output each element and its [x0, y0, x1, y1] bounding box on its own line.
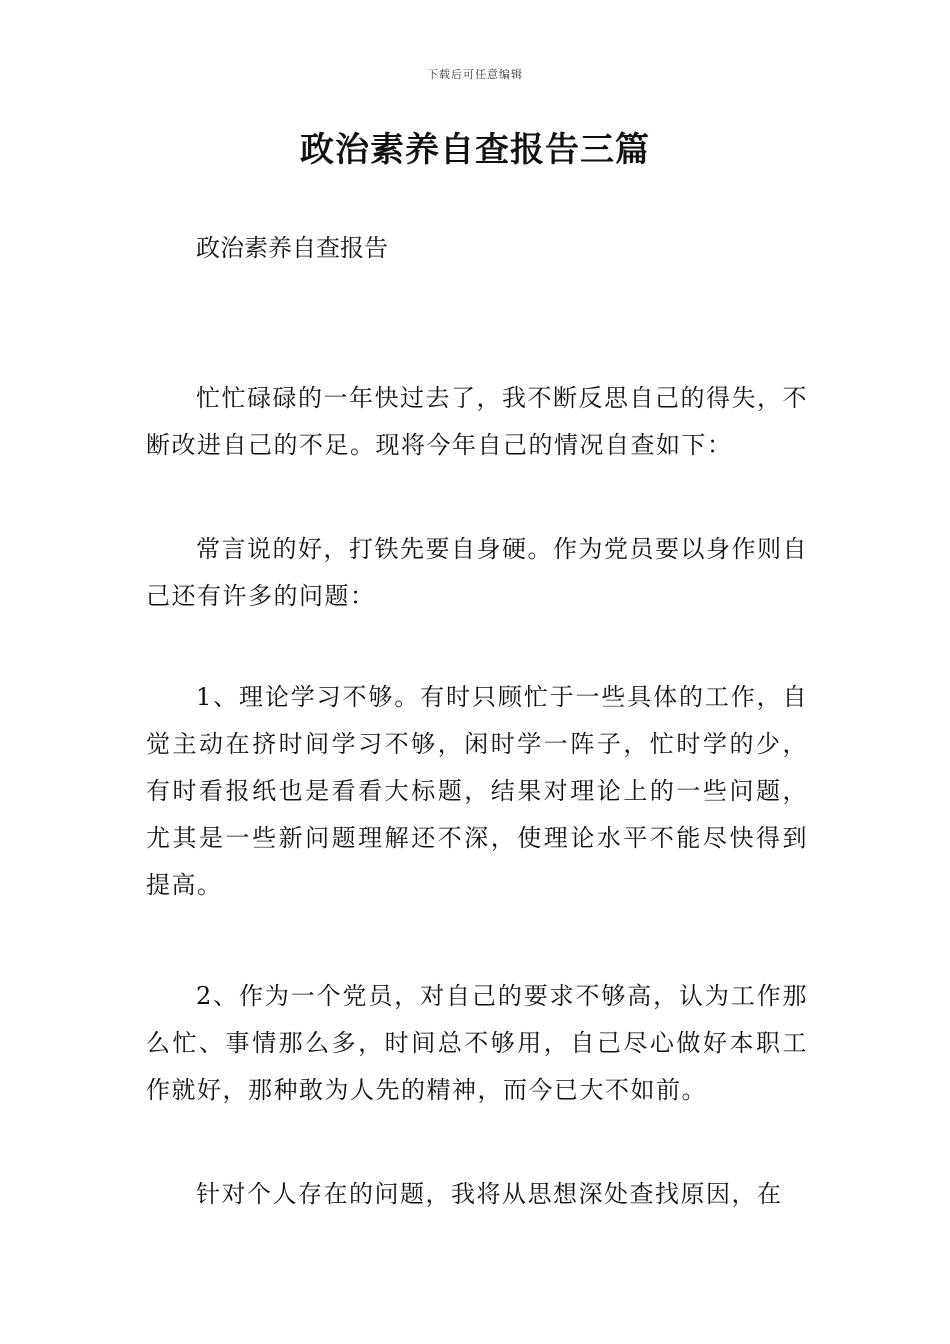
document-title: 政治素养自查报告三篇	[300, 130, 650, 170]
header-note: 下载后可任意编辑	[427, 68, 523, 81]
paragraph-5: 针对个人存在的问题，我将从思想深处查找原因，在	[196, 1180, 783, 1208]
paragraph-1: 忙忙碌碌的一年快过去了，我不断反思自己的得失，不断改进自己的不足。现将今年自己的情况自查如下：	[146, 384, 808, 459]
section-subtitle: 政治素养自查报告	[196, 234, 388, 262]
paragraph-2: 常言说的好，打铁先要自身硬。作为党员要以身作则自己还有许多的问题：	[146, 535, 808, 610]
paragraph-4: 2、作为一个党员，对自己的要求不够高，认为工作那么忙、事情那么多，时间总不够用，自己尽心做好本职工作就好，那种敢为人先的精神，而今已大不如前。	[146, 982, 808, 1104]
paragraph-3: 1、理论学习不够。有时只顾忙于一些具体的工作，自觉主动在挤时间学习不够，闲时学一阵子，忙时学的少，有时看报纸也是看看大标题，结果对理论上的一些问题，尤其是一些新问题理解还不深，使理论水平不能尽快得到提高。	[146, 683, 808, 899]
